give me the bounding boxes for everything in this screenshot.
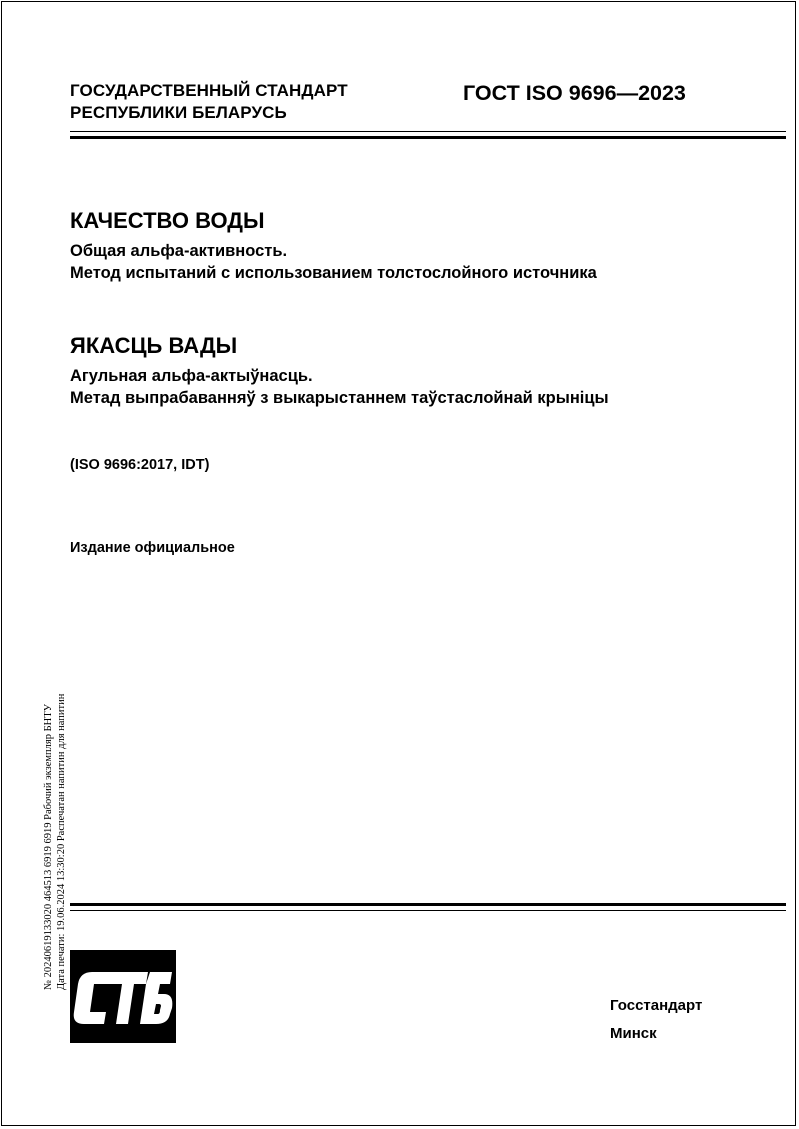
- stb-logo-icon: [70, 950, 176, 1043]
- title-by-sub-2: Метад выпрабаванняў з выкарыстаннем таўстаслойнай крыніцы: [70, 389, 609, 407]
- stb-logo-graphic: [70, 950, 176, 1043]
- print-stamp-line-1: № 20240619133020 464513 6919 6919 Рабочий экземпляр БНТУ: [43, 703, 54, 990]
- title-ru-main: КАЧЕСТВО ВОДЫ: [70, 208, 265, 233]
- title-by-main: ЯКАСЦЬ ВАДЫ: [70, 333, 238, 358]
- header-rule-thick: [70, 136, 786, 139]
- title-by-sub-1: Агульная альфа-актыўнасць.: [70, 367, 313, 385]
- publisher-city: Минск: [610, 1025, 657, 1042]
- header-rule-thin: [70, 131, 786, 132]
- publisher-name: Госстандарт: [610, 997, 703, 1014]
- authority-line-1: ГОСУДАРСТВЕННЫЙ СТАНДАРТ: [70, 81, 348, 100]
- issuing-authority: [70, 80, 348, 124]
- edition-label: Издание официальное: [70, 540, 235, 556]
- footer-rule-thick: [70, 903, 786, 906]
- print-stamp: [42, 560, 68, 990]
- title-ru-sub-1: Общая альфа-активность.: [70, 242, 288, 260]
- title-ru-sub-2: Метод испытаний с использованием толстослойного источника: [70, 264, 597, 282]
- iso-reference: (ISO 9696:2017, IDT): [70, 457, 210, 473]
- authority-line-2: РЕСПУБЛИКИ БЕЛАРУСЬ: [70, 103, 287, 122]
- print-stamp-line-2: Дата печати: 19.06.2024 13:30:20 Распечатан напитин для напитин: [56, 693, 67, 990]
- standard-designation: ГОСТ ISO 9696—2023: [463, 81, 686, 105]
- footer-rule-thin: [70, 910, 786, 911]
